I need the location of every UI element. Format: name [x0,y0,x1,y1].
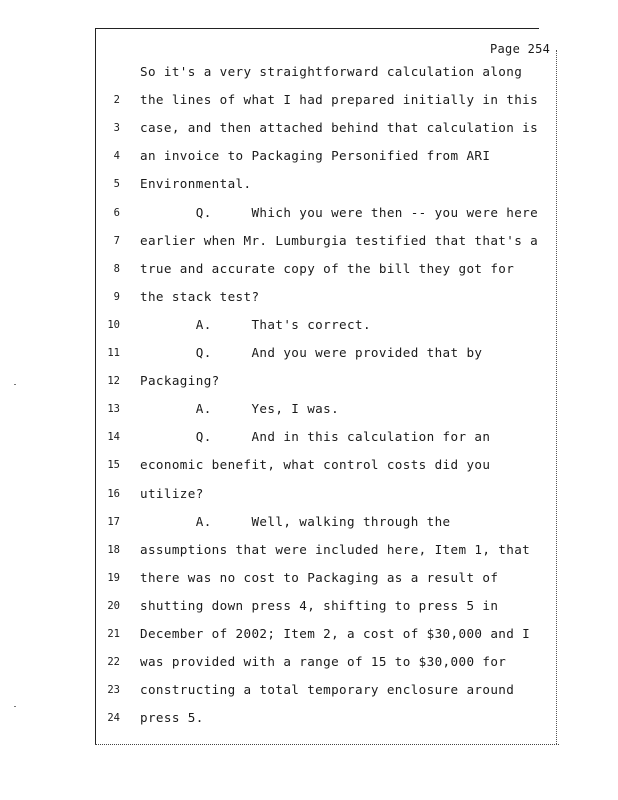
line-number: 23 [107,684,120,697]
line-text: earlier when Mr. Lumburgia testified that that's a [140,232,539,248]
transcript-line [0,486,560,506]
frame-bottom-border [95,744,559,745]
transcript-line [0,401,560,421]
line-number: 13 [107,403,120,416]
transcript-line [0,682,560,702]
page-number-label: Page 254 [490,42,551,56]
line-text: Packaging? [140,373,220,389]
line-number: 4 [113,150,120,163]
line-number: 20 [107,599,120,612]
transcript-line [0,570,560,590]
line-number: 14 [107,431,120,444]
transcript-line [0,373,560,393]
line-text: the stack test? [140,288,260,304]
transcript-line [0,710,560,730]
transcript-line [0,176,560,196]
transcript-line [0,289,560,309]
line-number: 22 [107,656,120,669]
line-text: utilize? [140,485,204,501]
line-number: 21 [107,628,120,640]
transcript-line [0,64,560,84]
line-number: 17 [107,515,120,528]
scan-speck [14,706,16,707]
line-text: Q. And in this calculation for an [140,429,491,445]
transcript-line [0,205,560,225]
line-number: 10 [107,318,120,331]
transcript-line [0,598,560,618]
line-text: Environmental. [140,176,252,192]
line-number: 24 [107,712,120,725]
transcript-line [0,317,560,337]
line-text: constructing a total temporary enclosure around [140,682,515,698]
line-number: 5 [113,178,120,191]
line-text: press 5. [140,710,204,726]
line-number: 12 [107,375,120,388]
scan-speck [14,384,16,385]
line-number: 15 [107,459,120,472]
line-number: 7 [113,234,120,247]
transcript-line [0,654,560,674]
line-number: 19 [107,571,120,584]
transcript-line [0,148,560,168]
line-number: 3 [113,122,120,135]
line-text: A. That's correct. [140,316,371,332]
transcript-line [0,261,560,281]
transcript-line [0,120,560,140]
line-number: 2 [113,94,120,107]
line-text: the lines of what I had prepared initially in this [140,92,539,108]
line-number: 11 [107,347,120,359]
line-text: So it's a very straightforward calculation along [140,64,523,79]
transcript-line [0,626,560,646]
transcript-line [0,345,560,365]
transcript-line [0,429,560,449]
transcript-line [0,514,560,534]
transcript-line [0,233,560,253]
line-text: assumptions that were included here, Item 1, that [140,541,531,557]
transcript-line [0,542,560,562]
frame-top-border [95,28,539,29]
line-text: true and accurate copy of the bill they got for [140,260,515,276]
line-number: 8 [113,262,120,275]
line-text: case, and then attached behind that calculation is [140,120,539,136]
line-text: Q. And you were provided that by [140,345,483,360]
line-text: was provided with a range of 15 to $30,000 for [140,654,507,670]
line-text: Q. Which you were then -- you were here [140,204,539,220]
line-text: economic benefit, what control costs did you [140,457,491,473]
line-text: shutting down press 4, shifting to press 5 in [140,597,499,613]
transcript-line [0,92,560,112]
line-number: 9 [113,290,120,303]
line-number: 18 [107,543,120,556]
line-text: A. Yes, I was. [140,401,340,417]
line-text: December of 2002; Item 2, a cost of $30,000 and I [140,626,531,641]
line-text: there was no cost to Packaging as a result of [140,569,499,585]
line-number: 16 [107,487,120,500]
line-text: an invoice to Packaging Personified from ARI [140,148,491,164]
transcript-line [0,457,560,477]
line-text: A. Well, walking through the [140,513,451,529]
line-number: 6 [113,206,120,219]
